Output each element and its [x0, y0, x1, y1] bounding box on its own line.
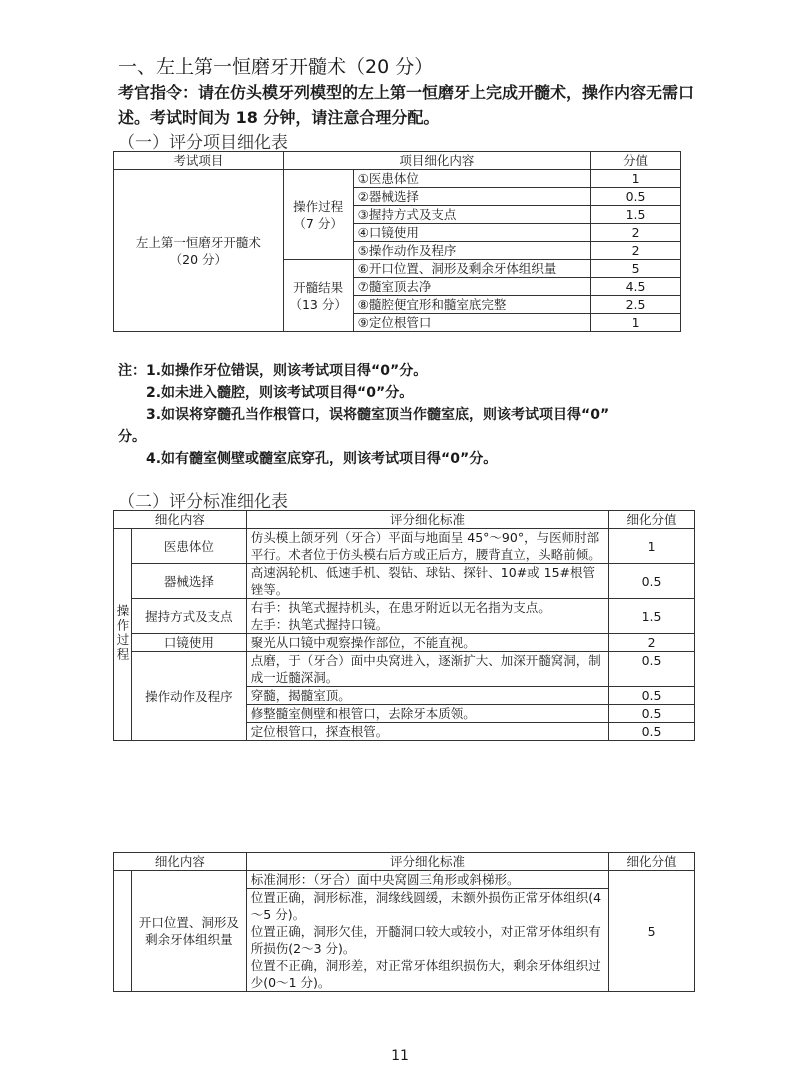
examiner-instruction: 考官指令：请在仿头模牙列模型的左上第一恒磨牙上完成开髓术，操作内容无需口述。考试时间为 18 分钟，请注意合理分配。: [118, 83, 695, 127]
standard-cell: [246, 599, 608, 634]
section2-title: （二）评分标准细化表: [118, 492, 288, 512]
table-row: [114, 652, 695, 687]
group-result-cell: [283, 260, 353, 332]
item-cell: 操作动作及程序: [132, 652, 247, 741]
item-cell: 握持方式及支点: [132, 599, 247, 634]
exam-item-name: 左上第一恒磨牙开髓术: [135, 234, 261, 250]
score-cell: 2: [609, 634, 695, 652]
page-number: 11: [391, 1048, 409, 1064]
header-score: 分值: [591, 152, 681, 170]
item-cell: ⑨定位根管口: [353, 314, 591, 332]
item-cell: ⑦髓室顶去净: [353, 278, 591, 296]
table-row: [114, 871, 695, 889]
group-result-vertical: [114, 871, 132, 992]
header-standard: 评分细化标准: [246, 511, 608, 529]
item-cell: ①医患体位: [353, 170, 591, 188]
standard-cell: 聚光从口镜中观察操作部位，不能直视。: [246, 634, 608, 652]
standard-cell: 位置正确，洞形标准，洞缘线圆缓，未额外损伤正常牙体组织(4～5 分)。: [246, 889, 608, 924]
score-cell: 1: [609, 529, 695, 564]
header-exam-item: 考试项目: [114, 152, 284, 170]
item-cell: ⑥开口位置、洞形及剩余牙体组织量: [353, 260, 591, 278]
header-detail: 细化内容: [114, 511, 247, 529]
standard-cell: 高速涡轮机、低速手机、裂钻、球钻、探针、10#或 15#根管锉等。: [246, 564, 608, 599]
score-cell: 0.5: [609, 723, 695, 741]
note-1: 注：1.如操作牙位错误，则该考试项目得“0”分。: [118, 363, 428, 379]
note-3-continued: 分。: [118, 429, 146, 445]
standard-cell: 仿头模上颌牙列（牙合）平面与地面呈 45°～90°，与医师肘部平行。术者位于仿头模右后方或正后方，腰背直立，头略前倾。: [246, 529, 608, 564]
table-header-row: [114, 511, 695, 529]
group-operation-vertical: [114, 529, 132, 741]
standard-right-hand: 右手：执笔式握持机头，在患牙附近以无名指为支点。: [250, 600, 551, 615]
group-operation-score: （7 分）: [293, 215, 343, 231]
header-detail-score: 细化分值: [609, 511, 695, 529]
item-cell: ⑤操作动作及程序: [353, 242, 591, 260]
note-4: 4.如有髓室侧壁或髓室底穿孔，则该考试项目得“0”分。: [146, 451, 498, 467]
table-header-row: [114, 152, 681, 170]
exam-item-score: （20 分）: [169, 251, 228, 267]
group-operation-label: 操作过程: [293, 198, 344, 214]
standard-cell: 标准洞形：（牙合）面中央窝圆三角形或斜梯形。: [246, 871, 608, 889]
standard-cell: 点磨，于（牙合）面中央窝进入，逐渐扩大、加深开髓窝洞，制成一近髓深洞。: [246, 652, 608, 687]
item-cell: ④口镜使用: [353, 224, 591, 242]
score-cell: 4.5: [591, 278, 681, 296]
score-cell: 0.5: [591, 188, 681, 206]
score-cell: 0.5: [609, 705, 695, 723]
exam-item-cell: [114, 170, 284, 332]
standard-cell: 修整髓室侧壁和根管口，去除牙本质领。: [246, 705, 608, 723]
score-cell: 0.5: [609, 687, 695, 705]
group-result-label: 开髓结果: [293, 279, 344, 295]
table-row: [114, 564, 695, 599]
page-title: 一、左上第一恒磨牙开髓术（20 分）: [118, 56, 434, 78]
group-operation-cell: [283, 170, 353, 260]
standard-cell: 定位根管口，探查根管。: [246, 723, 608, 741]
table-row: [114, 599, 695, 634]
score-cell: 2.5: [591, 296, 681, 314]
item-cell: 口镜使用: [132, 634, 247, 652]
notes-block: [118, 360, 698, 470]
group-operation-vertical-label: 操作过程: [115, 603, 130, 662]
item-cell: ⑧髓腔便宜形和髓室底完整: [353, 296, 591, 314]
standard-cell: 穿髓，揭髓室顶。: [246, 687, 608, 705]
score-cell: 0.5: [609, 652, 695, 687]
score-cell: 0.5: [609, 564, 695, 599]
item-cell: 器械选择: [132, 564, 247, 599]
table-row: [114, 529, 695, 564]
section1-title: （一）评分项目细化表: [118, 133, 288, 153]
score-cell: 2: [591, 224, 681, 242]
scoring-items-table: [113, 151, 681, 332]
score-cell: 5: [609, 871, 695, 992]
standard-cell: 位置正确，洞形欠佳，开髓洞口较大或较小，对正常牙体组织有所损伤(2～3 分)。: [246, 923, 608, 957]
table-row: [114, 634, 695, 652]
score-cell: 1.5: [591, 206, 681, 224]
standard-cell: 位置不正确，洞形差，对正常牙体组织损伤大，剩余牙体组织过少(0～1 分)。: [246, 957, 608, 992]
note-2: 2.如未进入髓腔，则该考试项目得“0”分。: [146, 385, 414, 401]
group-result-score: （13 分）: [289, 296, 347, 312]
standard-left-hand: 左手：执笔式握持口镜。: [250, 617, 389, 632]
score-cell: 1.5: [609, 599, 695, 634]
scoring-standards-table: [113, 510, 695, 741]
score-cell: 1: [591, 170, 681, 188]
table-header-row: [114, 853, 695, 871]
scoring-standards-table-continued: [113, 852, 695, 992]
header-detail-score: 细化分值: [609, 853, 695, 871]
header-standard: 评分细化标准: [246, 853, 608, 871]
table-row: [114, 170, 681, 188]
score-cell: 1: [591, 314, 681, 332]
score-cell: 5: [591, 260, 681, 278]
item-cell: 开口位置、洞形及剩余牙体组织量: [131, 871, 246, 992]
score-cell: 2: [591, 242, 681, 260]
item-cell: ③握持方式及支点: [353, 206, 591, 224]
header-item-detail: 项目细化内容: [283, 152, 590, 170]
header-detail: 细化内容: [114, 853, 247, 871]
item-cell: 医患体位: [132, 529, 247, 564]
item-cell: ②器械选择: [353, 188, 591, 206]
note-3: 3.如误将穿髓孔当作根管口，误将髓室顶当作髓室底，则该考试项目得“0”: [146, 407, 610, 423]
